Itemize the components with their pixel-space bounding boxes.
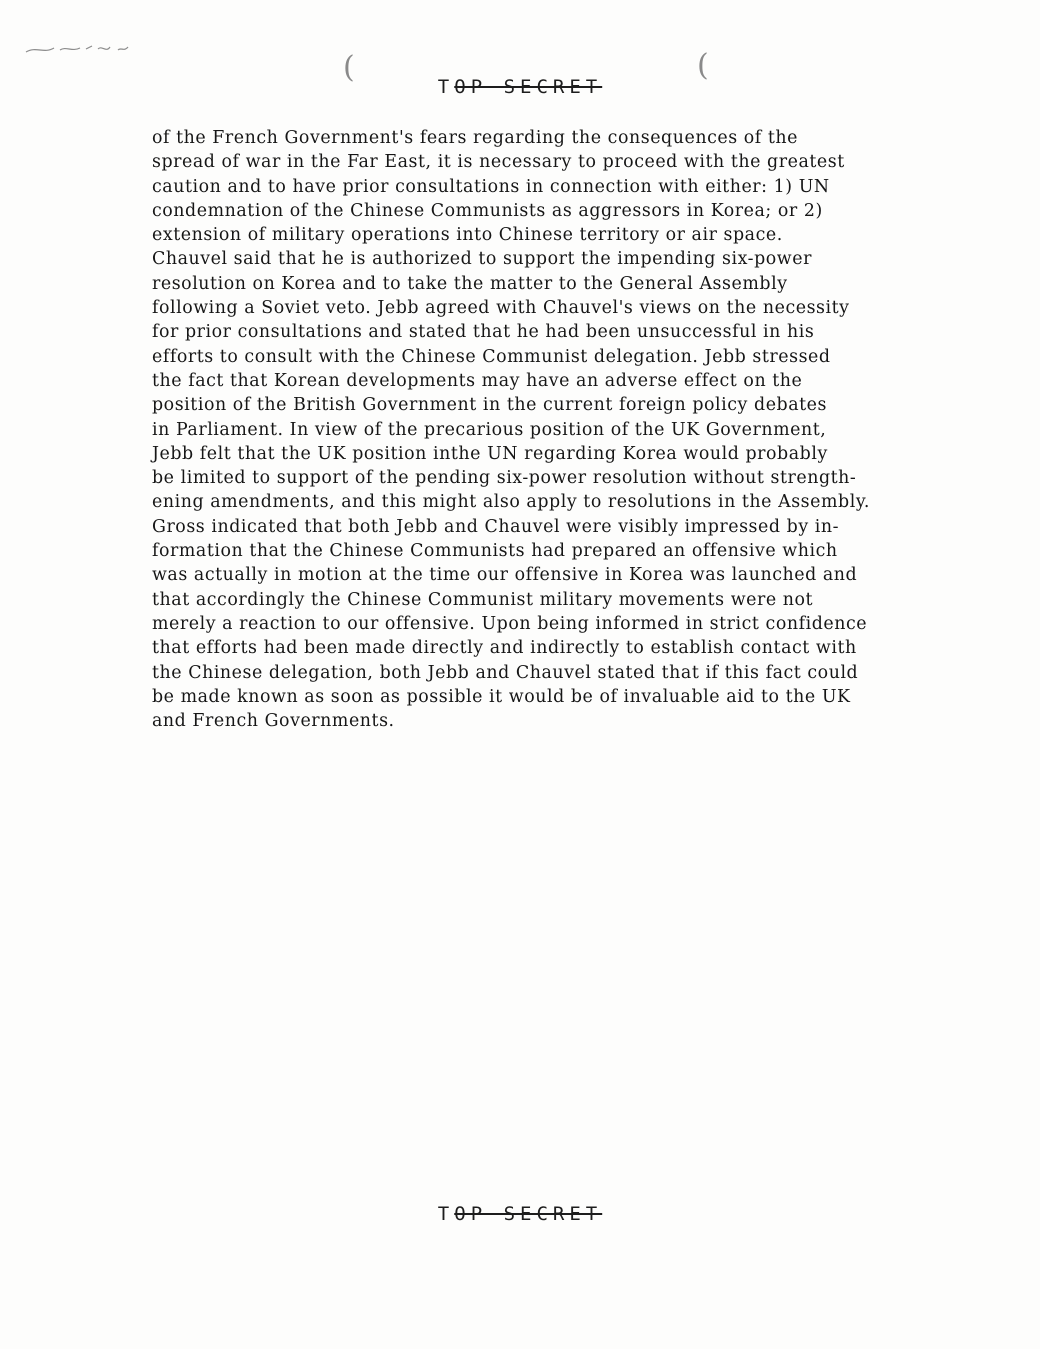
body-line: position of the British Government in the current foreign policy debates bbox=[152, 395, 827, 416]
paper-punch-mark-left-icon: ( bbox=[343, 50, 355, 85]
classification-footer bbox=[0, 1203, 1040, 1225]
handwritten-mark-icon bbox=[22, 40, 142, 60]
body-line: caution and to have prior consultations in connection with either: 1) UN bbox=[152, 176, 830, 197]
classification-header-struck: OP SECRET bbox=[454, 76, 603, 98]
body-line: extension of military operations into Chinese territory or air space. bbox=[152, 225, 783, 246]
classification-header bbox=[0, 76, 1040, 98]
body-line: for prior consultations and stated that he had been unsuccessful in his bbox=[152, 322, 815, 343]
paper-punch-mark-right-icon: ( bbox=[697, 48, 709, 83]
body-line: spread of war in the Far East, it is necessary to proceed with the greatest bbox=[152, 152, 845, 173]
body-line: condemnation of the Chinese Communists as aggressors in Korea; or 2) bbox=[152, 200, 823, 221]
body-line: Gross indicated that both Jebb and Chauvel were visibly impressed by in- bbox=[152, 516, 840, 537]
body-line: the Chinese delegation, both Jebb and Chauvel stated that if this fact could bbox=[152, 662, 859, 683]
body-line: be made known as soon as possible it would be of invaluable aid to the UK bbox=[152, 686, 851, 707]
body-line: be limited to support of the pending six-power resolution without strength- bbox=[152, 468, 857, 489]
body-line: was actually in motion at the time our offensive in Korea was launched and bbox=[152, 565, 858, 586]
body-line: and French Governments. bbox=[152, 711, 395, 732]
body-line: of the French Government's fears regarding the consequences of the bbox=[152, 128, 798, 148]
body-line: Jebb felt that the UK position inthe UN regarding Korea would probably bbox=[152, 443, 828, 464]
classification-footer-first: T bbox=[437, 1203, 455, 1225]
classification-footer-struck: OP SECRET bbox=[454, 1203, 603, 1225]
body-line: that efforts had been made directly and indirectly to establish contact with bbox=[152, 638, 857, 659]
body-line: in Parliament. In view of the precarious position of the UK Government, bbox=[152, 419, 827, 440]
body-line: the fact that Korean developments may have an adverse effect on the bbox=[152, 370, 803, 391]
body-line: ening amendments, and this might also apply to resolutions in the Assembly. bbox=[152, 492, 870, 513]
body-line: formation that the Chinese Communists had prepared an offensive which bbox=[152, 541, 838, 562]
body-line: merely a reaction to our offensive. Upon being informed in strict confidence bbox=[152, 613, 868, 634]
classification-header-first: T bbox=[437, 76, 455, 98]
body-line: efforts to consult with the Chinese Communist delegation. Jebb stressed bbox=[152, 346, 831, 367]
body-line: following a Soviet veto. Jebb agreed with Chauvel's views on the necessity bbox=[152, 298, 850, 319]
body-line: resolution on Korea and to take the matter to the General Assembly bbox=[152, 273, 788, 294]
body-line: Chauvel said that he is authorized to support the impending six-power bbox=[152, 249, 812, 270]
document-body bbox=[152, 126, 992, 733]
body-line: that accordingly the Chinese Communist military movements were not bbox=[152, 589, 814, 610]
